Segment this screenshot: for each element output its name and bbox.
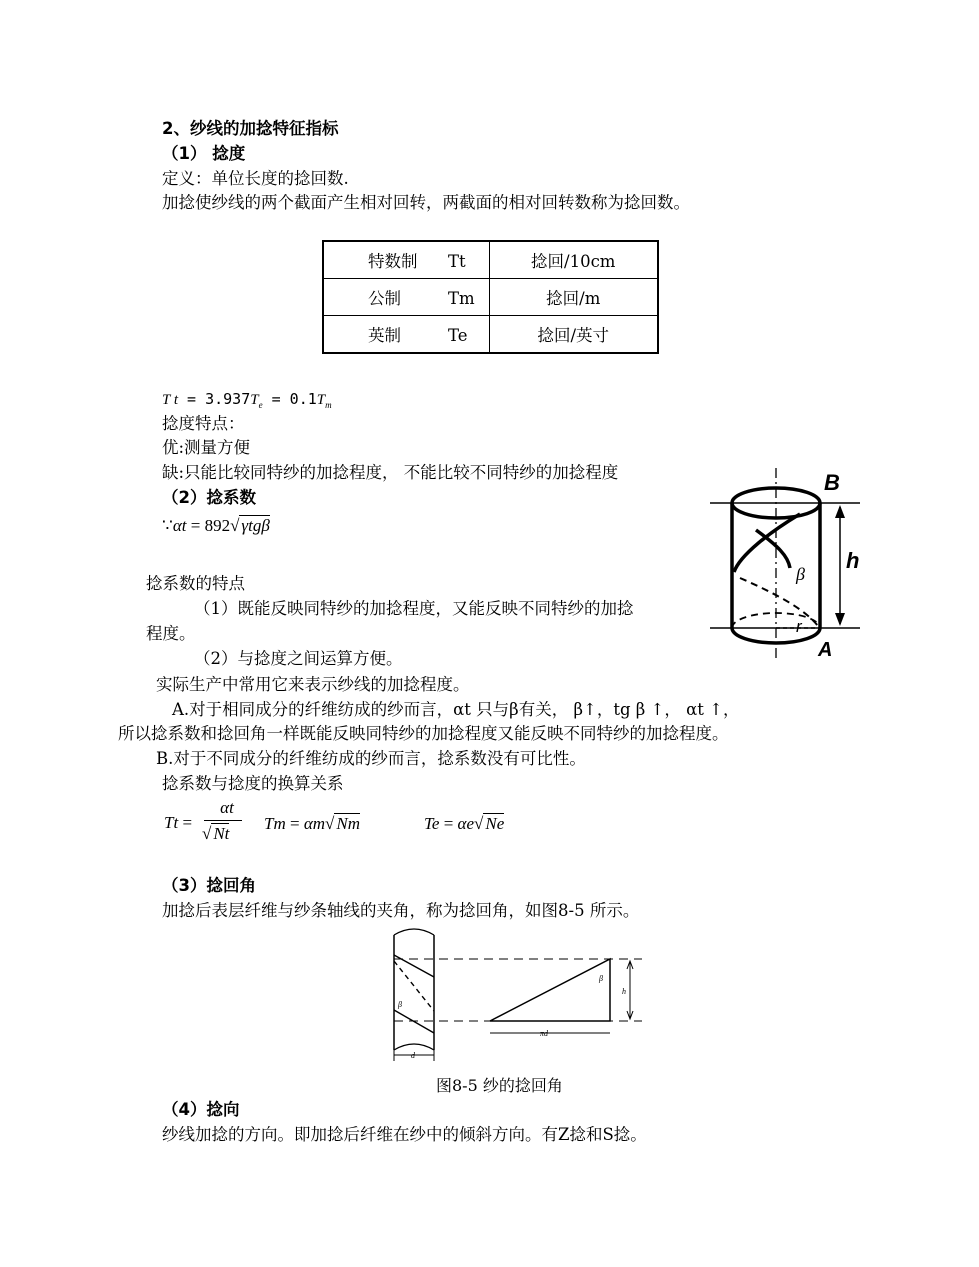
unit-value: 捻回/英寸 [489, 316, 658, 354]
coefficient-note-a: A.对于相同成分的纤维纺成的纱而言，αt 只与β有关， β↑，tg β ↑， αt ↑， [172, 700, 740, 719]
formula-te: Te = αe√ Ne [424, 814, 505, 833]
table-row [323, 316, 658, 354]
unit-value: 捻回/m [489, 279, 658, 316]
twist-angle-description: 加捻后表层纤维与纱条轴线的夹角，称为捻回角，如图8-5 所示。 [162, 901, 640, 920]
heading-twist-direction: （4）捻向 [162, 1100, 240, 1119]
yarn-cylinder-diagram [700, 460, 880, 670]
formula-tt-lhs: Tt = [164, 813, 193, 832]
section-title: 2、纱线的加捻特征指标 [162, 119, 339, 138]
label-r: r [796, 617, 802, 636]
height-arrow-top [835, 505, 845, 518]
fig-label-beta-yarn: β [398, 1000, 402, 1009]
heading-twist-angle: （3）捻回角 [162, 876, 256, 895]
unit-system: 公制 [368, 289, 401, 308]
heading-twist-coefficient: （2）捻系数 [162, 488, 256, 507]
table-row [323, 279, 658, 316]
coefficient-usage: 实际生产中常用它来表示纱线的加捻程度。 [156, 675, 470, 694]
twist-description: 加捻使纱线的两个截面产生相对回转，两截面的相对回转数称为捻回数。 [162, 193, 690, 212]
helix-fiber-segment [756, 530, 790, 568]
conversion-label: 捻系数与捻度的换算关系 [162, 774, 344, 793]
figure-caption: 图8-5 纱的捻回角 [436, 1076, 563, 1095]
twist-coefficient-formula: ∵αt = 892√ γtgβ [162, 516, 270, 535]
coefficient-feature-1-cont: 程度。 [146, 624, 196, 643]
helix-back-fiber [740, 578, 818, 626]
twist-units-table [322, 240, 659, 354]
unit-symbol: Te [448, 326, 468, 345]
coefficient-features-label: 捻系数的特点 [146, 574, 245, 593]
fig-label-pid: πd [540, 1029, 549, 1038]
label-h: h [846, 548, 860, 573]
unit-value: 捻回/10cm [489, 241, 658, 279]
table-row [323, 241, 658, 279]
twist-pro: 优:测量方便 [162, 438, 251, 457]
fiber-front-1 [394, 955, 434, 977]
coefficient-feature-2: （2）与捻度之间运算方便。 [194, 649, 403, 668]
twist-features-label: 捻度特点： [162, 414, 245, 433]
twist-direction-description: 纱线加捻的方向。即加捻后纤维在纱中的倾斜方向。有Z捻和S捻。 [162, 1125, 647, 1144]
unit-system: 特数制 [368, 252, 418, 271]
fig-label-d: d [411, 1051, 415, 1060]
label-a: A [818, 639, 833, 661]
formula-tt-denominator: √ Nt [202, 824, 230, 843]
unrolled-triangle [490, 959, 610, 1021]
yarn-top-end [394, 929, 434, 935]
label-b: B [824, 470, 840, 495]
twist-angle-figure [380, 925, 650, 1065]
height-arrow-bottom [835, 613, 845, 626]
twist-con: 缺:只能比较同特纱的加捻程度， 不能比较不同特纱的加捻程度 [162, 463, 619, 482]
coefficient-feature-1: （1）既能反映同特纱的加捻程度，又能反映不同特纱的加捻 [194, 599, 634, 618]
formula-tm: Tm = αm√ Nm [264, 814, 360, 833]
yarn-bottom-end [394, 1044, 434, 1050]
fig-label-beta-triangle: β [599, 974, 603, 983]
fig-label-h: h [622, 987, 626, 996]
unit-symbol: Tm [448, 289, 475, 308]
unit-symbol: Tt [448, 252, 466, 271]
twist-definition: 定义：单位长度的捻回数. [162, 169, 349, 188]
formula-tt-numerator: αt [220, 798, 234, 817]
label-beta: β [796, 564, 805, 584]
heading-twist: （1） 捻度 [162, 144, 246, 163]
unit-system: 英制 [368, 326, 401, 345]
formula-tt-fraction-bar [204, 820, 242, 821]
coefficient-note-b: B.对于不同成分的纤维纺成的纱而言，捻系数没有可比性。 [156, 749, 586, 768]
coefficient-note-a-cont: 所以捻系数和捻回角一样既能反映同特纱的加捻程度又能反映不同特纱的加捻程度。 [118, 724, 729, 743]
twist-conversion-formula: T $t = 3.937T_e = 0.1T_m$ [162, 390, 332, 410]
